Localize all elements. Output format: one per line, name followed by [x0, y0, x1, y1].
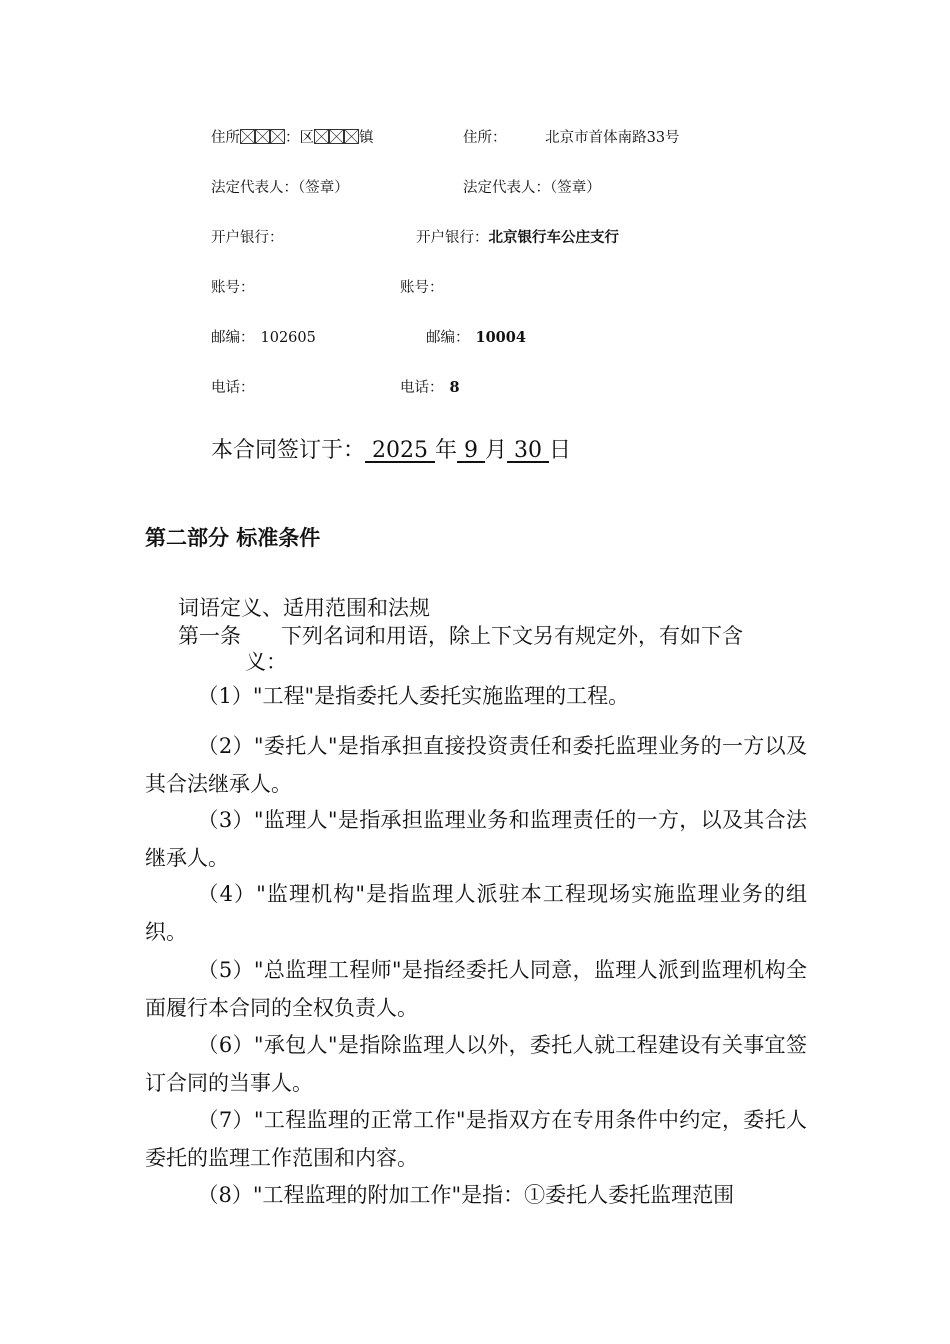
definition-item: （6）"承包人"是指除监理人以外，委托人就工程建设有关事宜签订合同的当事人。: [145, 1033, 807, 1095]
party-b-phone-label: 电话：: [400, 380, 444, 396]
definition-item: （8）"工程监理的附加工作"是指：①委托人委托监理范围: [197, 1183, 735, 1207]
article-1-label: 第一条: [178, 624, 241, 648]
definition-item: （4）"监理机构"是指监理人派驻本工程现场实施监理业务的组织。: [145, 882, 807, 944]
party-b-bank-label: 开户银行：: [416, 230, 489, 246]
signing-month: [457, 438, 485, 463]
signing-day: [507, 438, 549, 463]
party-a-phone: 电话：: [211, 380, 255, 396]
party-b-bank-value: 北京银行车公庄支行: [488, 230, 619, 246]
day-unit: 日: [549, 438, 572, 463]
party-b-phone-value: 8: [449, 379, 460, 396]
definition-item: （2）"委托人"是指承担直接投资责任和委托监理业务的一方以及其合法继承人。: [145, 734, 807, 796]
party-b-address: [463, 126, 680, 147]
party-a-address: [211, 126, 374, 147]
signing-month-value: 9: [464, 438, 479, 463]
definition-item: （7）"工程监理的正常工作"是指双方在专用条件中约定，委托人委托的监理工作范围和内容。: [145, 1108, 807, 1170]
party-a-address-tail: 镇: [359, 130, 374, 146]
article-1-line-2: 义：: [245, 650, 287, 674]
redacted-mark-icon: [240, 129, 285, 146]
party-b-legal-rep: 法定代表人：（签章）: [463, 180, 601, 196]
definition-item: （5）"总监理工程师"是指经委托人同意，监理人派到监理机构全面履行本合同的全权负责人。: [145, 958, 807, 1020]
party-a-legal-rep: 法定代表人：（签章）: [211, 180, 349, 196]
party-a-account: 账号：: [211, 280, 255, 296]
party-b-bank: [416, 226, 619, 247]
signing-day-value: 30: [514, 438, 543, 463]
definition-item: （1）"工程"是指委托人委托实施监理的工程。: [197, 684, 630, 708]
signing-year: [365, 438, 435, 463]
party-b-account: 账号：: [400, 280, 444, 296]
party-b-address-label: 住所：: [463, 130, 507, 146]
signing-year-value: 2025: [372, 438, 429, 463]
section-title: 第二部分 标准条件: [145, 526, 321, 550]
definition-item: （3）"监理人"是指承担监理业务和监理责任的一方，以及其合法继承人。: [145, 808, 807, 870]
party-b-postcode-label: 邮编：: [426, 330, 470, 346]
article-1-line-1: 下列名词和用语，除上下文另有规定外，有如下含: [281, 624, 743, 648]
signing-date: [211, 433, 571, 464]
party-b-address-value: 北京市首体南路33号: [545, 130, 680, 146]
party-a-address-mid: ：区: [285, 130, 314, 146]
month-unit: 月: [485, 438, 508, 463]
party-b-postcode-value: 10004: [475, 329, 526, 346]
party-a-bank: 开户银行：: [211, 230, 284, 246]
subheading: 词语定义、适用范围和法规: [178, 596, 430, 620]
party-a-postcode: [211, 326, 316, 347]
redacted-mark-icon: [314, 129, 359, 146]
party-a-postcode-label: 邮编：: [211, 330, 255, 346]
party-b-phone: [400, 376, 460, 397]
signing-date-label: 本合同签订于：: [211, 438, 366, 463]
party-b-postcode: [426, 326, 526, 347]
party-a-postcode-value: 102605: [260, 330, 316, 346]
party-a-address-label: 住所: [211, 130, 240, 146]
year-unit: 年: [435, 438, 458, 463]
